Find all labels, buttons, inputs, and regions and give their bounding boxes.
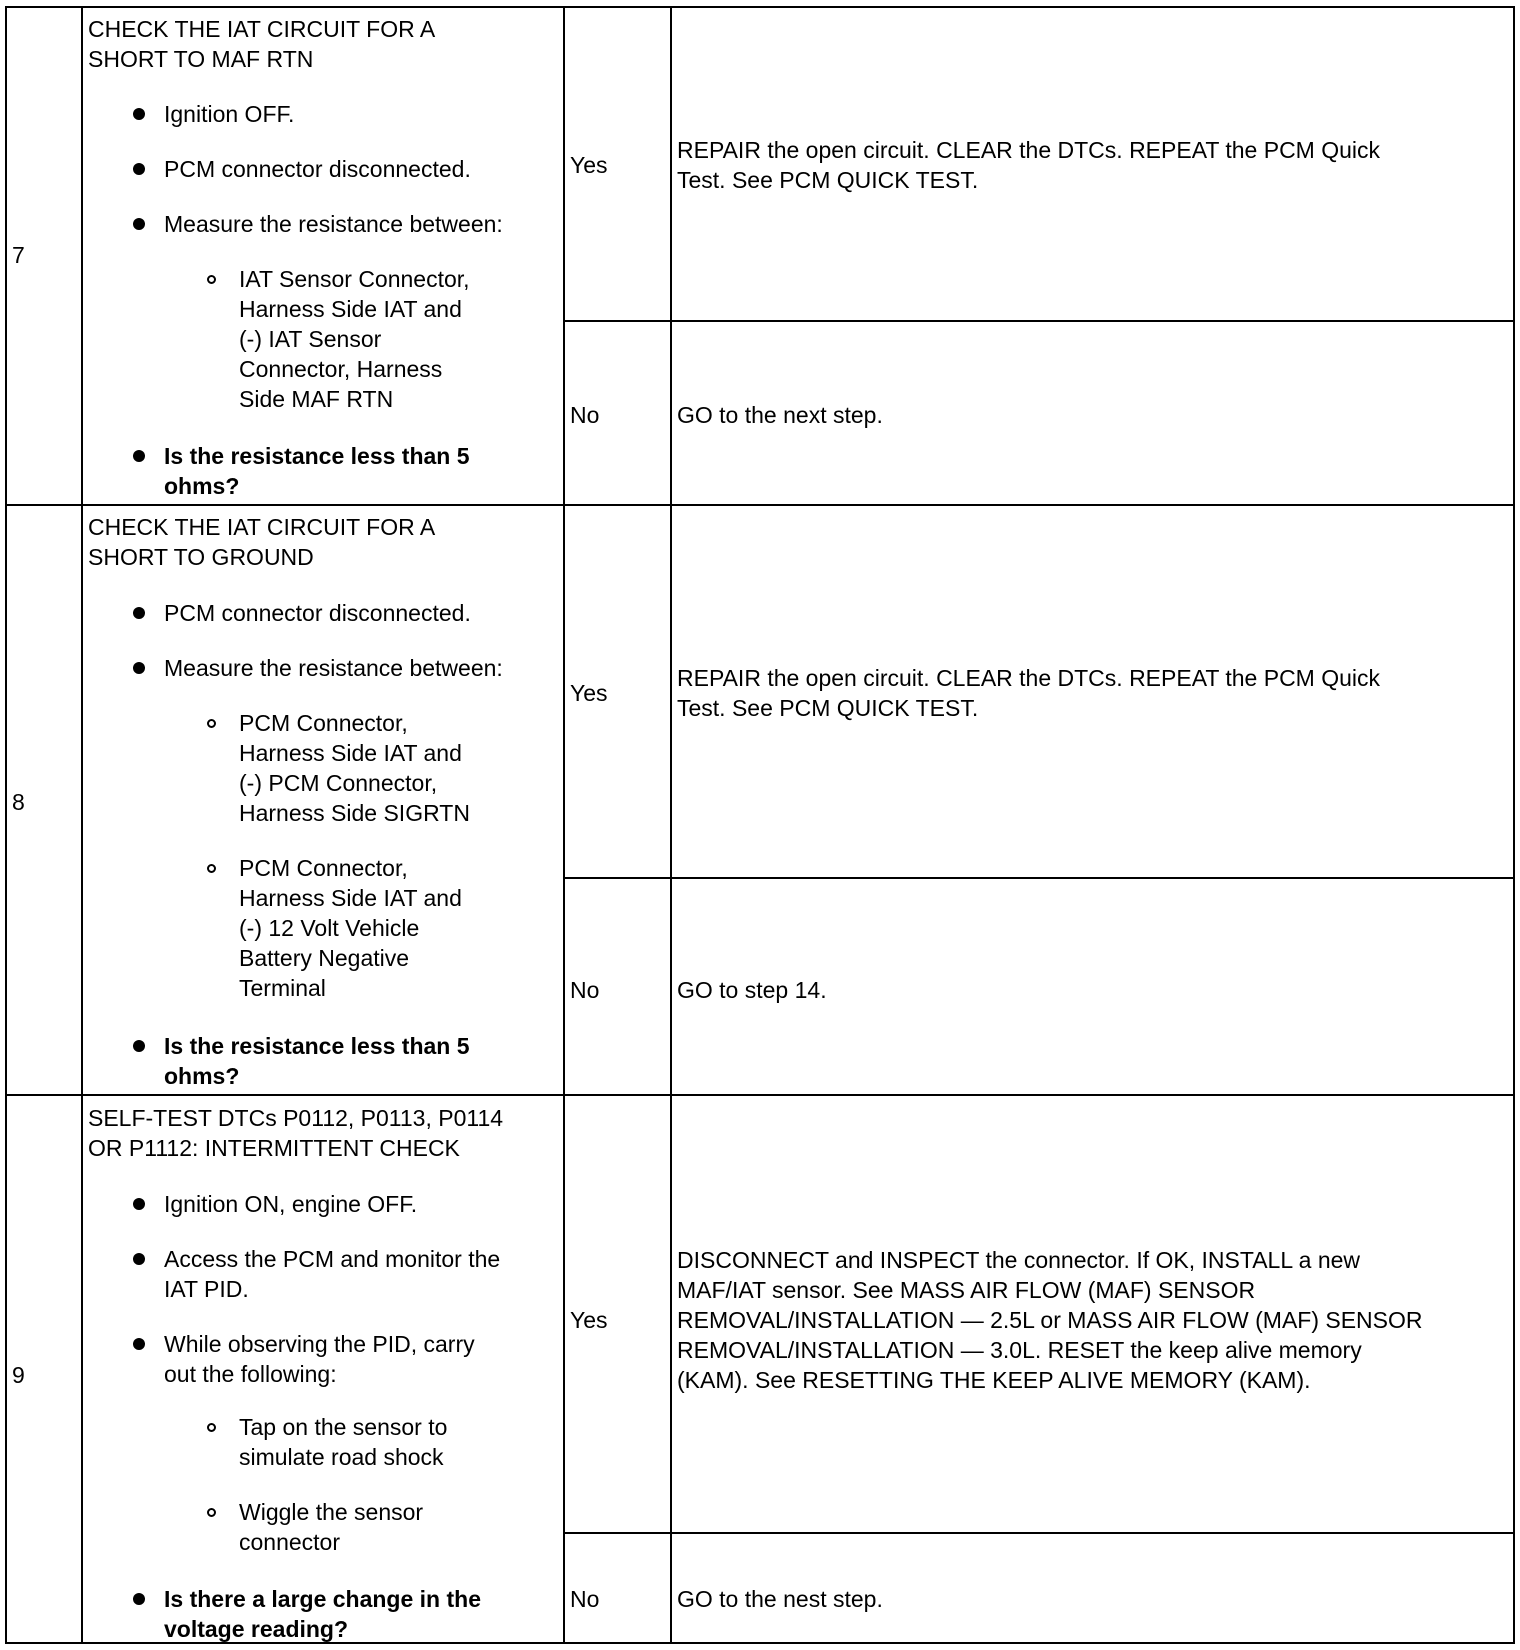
bullet-text: Measure the resistance between: — [164, 211, 503, 237]
no-label: No — [570, 1586, 600, 1612]
sub-bullet-icon — [207, 864, 216, 873]
sub-bullet-icon — [207, 275, 216, 284]
column-divider-test — [563, 6, 565, 1644]
bullet-icon — [133, 662, 145, 674]
step-number: 8 — [12, 789, 25, 815]
bullet-icon — [133, 1253, 145, 1265]
yes-label: Yes — [570, 1307, 608, 1333]
table-right-border — [1513, 6, 1515, 1644]
bullet-text: PCM connector disconnected. — [164, 156, 471, 182]
question-text: Is the resistance less than 5 ohms? — [164, 1033, 470, 1089]
column-divider-result — [670, 6, 672, 1644]
bullet-text-line — [164, 1244, 500, 1304]
step-number: 7 — [12, 242, 25, 268]
bullet-icon — [133, 163, 145, 175]
yes-label: Yes — [570, 680, 608, 706]
question-text: Is the resistance less than 5 ohms? — [164, 443, 470, 499]
no-label: No — [570, 977, 600, 1003]
step-title: CHECK THE IAT CIRCUIT FOR A SHORT TO GROUND — [88, 514, 436, 570]
yes-action: REPAIR the open circuit. CLEAR the DTCs. REPEAT the PCM Quick Test. See PCM QUICK TEST. — [677, 137, 1381, 193]
no-action: GO to step 14. — [677, 977, 827, 1003]
row-divider-step7-step8 — [5, 504, 1515, 506]
bullet-icon — [133, 1040, 145, 1052]
bullet-text — [164, 1244, 500, 1304]
sub-item-text: PCM Connector, Harness Side IAT and (-) 12 Volt Vehicle Battery Negative Terminal — [239, 855, 462, 1001]
step9-yes-no-divider — [563, 1532, 1515, 1534]
step7-yes-no-divider — [563, 320, 1515, 322]
yes-action: REPAIR the open circuit. CLEAR the DTCs. REPEAT the PCM Quick Test. See PCM QUICK TEST. — [677, 665, 1381, 721]
no-action: GO to the nest step. — [677, 1586, 883, 1612]
table-top-border — [5, 6, 1515, 8]
question-text: Is there a large change in the voltage reading? — [164, 1586, 481, 1642]
bullet-text: Ignition OFF. — [164, 101, 295, 127]
yes-action: DISCONNECT and INSPECT the connector. If OK, INSTALL a new MAF/IAT sensor. See MASS AIR FLOW (MAF) SENSOR REMOVAL/INSTALLATION — 2.5L or MASS AIR FLOW (MAF) SENSOR REMOVAL/INSTALLATION — 3.0L. RESET the keep alive memory (KAM). See RESETTING THE KEEP ALIVE MEMORY (KAM). — [677, 1247, 1423, 1393]
bullet-icon — [133, 1198, 145, 1210]
bullet-icon — [133, 607, 145, 619]
bullet-icon — [133, 1593, 145, 1605]
bullet-text-line-part: out the following: — [164, 1361, 337, 1387]
step8-yes-no-divider — [563, 877, 1515, 879]
row-divider-step8-step9 — [5, 1094, 1515, 1096]
bullet-text-line-part: While observing the PID, carry — [164, 1331, 475, 1357]
bullet-icon — [133, 108, 145, 120]
sub-item-text: IAT Sensor Connector, Harness Side IAT and (-) IAT Sensor Connector, Harness Side MAF RTN — [239, 266, 470, 412]
sub-item-text: Tap on the sensor to simulate road shock — [239, 1414, 448, 1470]
bullet-text — [164, 1329, 475, 1389]
sub-item-text: Wiggle the sensor connector — [239, 1499, 424, 1555]
yes-label: Yes — [570, 152, 608, 178]
bullet-text: Ignition ON, engine OFF. — [164, 1191, 418, 1217]
bullet-text-line — [164, 1329, 475, 1389]
step-title: SELF-TEST DTCs P0112, P0113, P0114 OR P1112: INTERMITTENT CHECK — [88, 1105, 504, 1161]
sub-item-text: PCM Connector, Harness Side IAT and (-) PCM Connector, Harness Side SIGRTN — [239, 710, 470, 826]
bullet-text: Measure the resistance between: — [164, 655, 503, 681]
sub-bullet-icon — [207, 1423, 216, 1432]
step-number: 9 — [12, 1362, 25, 1388]
step-title: CHECK THE IAT CIRCUIT FOR A SHORT TO MAF RTN — [88, 16, 436, 72]
bullet-icon — [133, 1338, 145, 1350]
bullet-icon — [133, 218, 145, 230]
bullet-icon — [133, 450, 145, 462]
bullet-text: PCM connector disconnected. — [164, 600, 471, 626]
sub-bullet-icon — [207, 719, 216, 728]
column-divider-number — [81, 6, 83, 1644]
bullet-text-line-part: IAT PID. — [164, 1276, 249, 1302]
sub-bullet-icon — [207, 1508, 216, 1517]
bullet-text-line-part: Access the PCM and monitor the — [164, 1246, 501, 1272]
no-label: No — [570, 402, 600, 428]
table-left-border — [5, 6, 7, 1644]
no-action: GO to the next step. — [677, 402, 883, 428]
